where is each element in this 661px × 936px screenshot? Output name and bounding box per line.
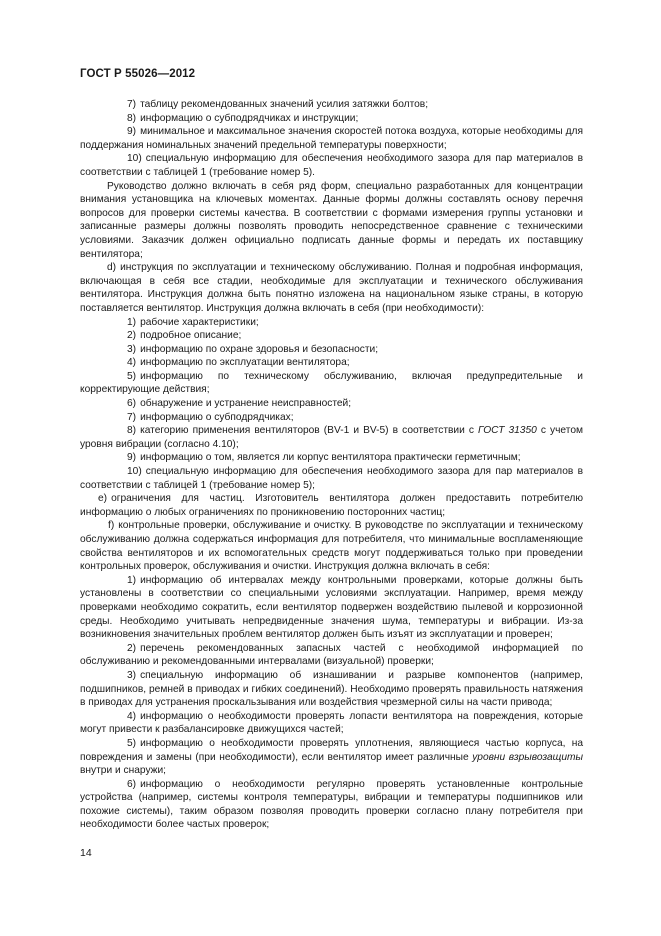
document-body (80, 98, 583, 832)
list-item: 1) рабочие характеристики; (127, 316, 259, 328)
document-header (80, 68, 195, 80)
page-number: 14 (80, 847, 92, 859)
list-item: 8) информацию о субподрядчиках и инструкции; (127, 112, 359, 124)
list-item: 6) обнаружение и устранение неисправностей; (127, 398, 352, 410)
list-item: 1) информацию об интервалах между контрольными проверками, которые должны быть установлены в соответствии со специальными условиями эксплуатации. Например, время между проверками необходимо сократить, если вентилятор подвержен воздействию пылевой и коррозионной среды. Необходимо учитывать непредвиденные значения шума, температуры и вибрации. Из-за возникновения значительных проблем вентилятор должен быть изъят из эксплуатации и проверен; (80, 574, 583, 641)
list-item: f) контрольные проверки, обслуживание и очистку. В руководстве по эксплуатации и техническому обслуживанию должна содержаться информация для потребителя, что минимальные воспламеняющие свойства вентиляторов и их вспомогательных средств могут поддерживаться только при проведении контрольных проверок, обслуживания и очистки. Инструкция должна включать в себя: (80, 520, 583, 573)
list-item: 4) информацию по эксплуатации вентилятора; (127, 357, 350, 369)
paragraph: Руководство должно включать в себя ряд форм, специально разработанных для концентрации внимания установщика на ключевых моментах. Данные формы должны составлять основу перечня вопросов для проверки системы качества. В соответствии с формами измерения группы установки и записанные размеры должны позволять проводить непосредственное сравнение с техническими условиями. Заказчик должен официально подписать данные формы и передать их поставщику вентилятора; (80, 180, 583, 260)
list-item: 9) минимальное и максимальное значения скоростей потока воздуха, которые необходимы для поддержания номинальных значений предельной температуры поверхности; (80, 126, 583, 151)
list-item: 5) информацию по техническому обслуживанию, включая предупредительные и корректирующие действия; (80, 370, 583, 396)
list-item: e) ограничения для частиц. Изготовитель вентилятора должен предоставить потребителю информацию о любых ограничениях по проникновению посторонних частиц; (80, 493, 583, 518)
list-item: 10) специальную информацию для обеспечения необходимого зазора для пар материалов в соответствии с таблицей 1 (требование номер 5). (80, 153, 583, 178)
list-item: 10) специальную информацию для обеспечения необходимого зазора для пар материалов в соответствии с таблицей 1 (требование номер 5); (80, 466, 583, 491)
list-item: 9) информацию о том, является ли корпус вентилятора практически герметичным; (127, 452, 521, 464)
list-item: 3) информацию по охране здоровья и безопасности; (127, 343, 379, 355)
list-item: 6) информацию о необходимости регулярно проверять установленные контрольные устройства (например, системы контроля температуры, вибрации и температуры подшипников или похожие системы), таким образом позволяя проводить проверки согласно плану потребителя при необходимости более частых проверок; (80, 778, 583, 831)
list-item: 7) информацию о субподрядчиках; (127, 411, 294, 423)
standard-reference-link[interactable]: ГОСТ 31350 (478, 425, 537, 437)
list-item: 5) информацию о необходимости проверять уплотнения, являющиеся частью корпуса, на повреждения и замены (при необходимости), если вентилятор имеет различные уровни взрывозащиты внутри и снаружи; (80, 737, 583, 777)
list-item: d) инструкция по эксплуатации и техническому обслуживанию. Полная и подробная информация, включающая в себя все стадии, необходимые для эксплуатации и технического обслуживания вентилятора. Инструкция должна быть понятно изложена на национальном языке страны, в которую поставляется вентилятор. Инструкция должна включать в себя (при необходимости): (80, 262, 583, 314)
protection-level-term: уровни взрывозащиты (472, 751, 583, 763)
list-item: 2) подробное описание; (127, 330, 242, 342)
standard-title: ГОСТ Р 55026—2012 (80, 68, 196, 80)
list-item: 7) таблицу рекомендованных значений усилия затяжки болтов; (127, 99, 429, 110)
list-item: 3) специальную информацию об изнашивании и разрыве компонентов (например, подшипников, ремней в приводах и гибких соединений). Необходимо проверять правильность натяжения в приводах для устранения проскальзывания или воздействия чрезмерной силы на части привода; (80, 669, 583, 709)
list-item: 2) перечень рекомендованных запасных частей с необходимой информацией по обслуживанию и рекомендованными интервалами (визуальной) проверки; (80, 642, 583, 668)
list-item: 8) категорию применения вентиляторов (BV-1 и BV-5) в соответствии с ГОСТ 31350 с учетом уровня вибрации (согласно 4.10); (80, 425, 583, 450)
list-item: 4) информацию о необходимости проверять лопасти вентилятора на повреждения, которые могут привести к разбалансировке движущихся частей; (80, 710, 583, 736)
